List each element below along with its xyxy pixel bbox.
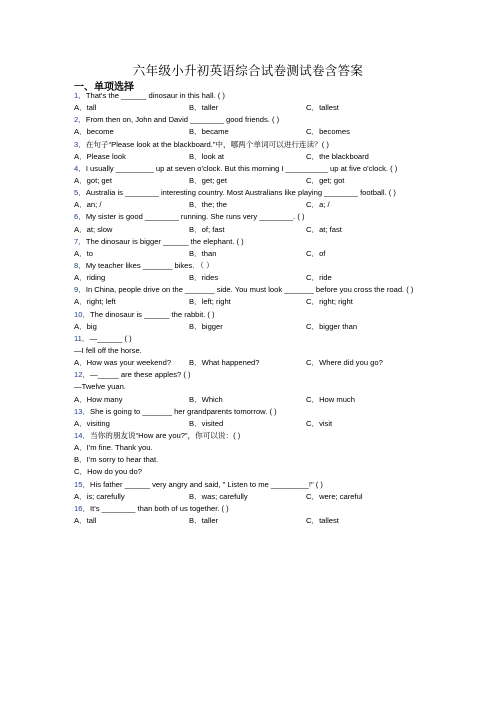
option-c: C．ride [306, 273, 332, 283]
option-a: A．to [74, 248, 93, 258]
option-a: A．riding [74, 273, 106, 283]
options-6 [74, 224, 444, 236]
question-5: 5．Australia is ________ interesting country. Most Australians like playing ________ football. ( ) [74, 188, 396, 198]
question-11: 11．—______ ( ) [74, 333, 132, 343]
option-b: B．became [189, 127, 229, 137]
option-b: B．the; the [189, 200, 227, 210]
option-b: B．get; get [189, 175, 227, 185]
option-c: C．Where did you go? [306, 358, 383, 368]
option-c: C．How much [306, 394, 355, 404]
option-c: C．get; got [306, 175, 345, 185]
option-c: C．the blackboard [306, 151, 369, 161]
option-b: B．taller [189, 103, 219, 113]
option-b: B．What happened? [189, 358, 260, 368]
question-8: 8．My teacher likes _______ bikes. （ ） [74, 260, 214, 270]
question-3: 3．在句子“Please look at the blackboard.”中，哪两个单词可以进行连读？( ) [74, 139, 329, 149]
option-b: B．of; fast [189, 224, 225, 234]
options-15 [74, 491, 444, 503]
option-a: A．visiting [74, 418, 110, 428]
question-14: 14．当你的朋友说“How are you?”，你可以说：( ) [74, 430, 241, 440]
option-a: A．at; slow [74, 224, 113, 234]
option-c: C．a; / [306, 200, 330, 210]
option-c: C．tallest [306, 103, 339, 113]
option-b: B．than [189, 248, 217, 258]
question-1: 1．That's the ______ dinosaur in this hall. ( ) [74, 91, 225, 100]
options-9 [74, 296, 444, 308]
option-a: A．an; / [74, 200, 102, 210]
option-a: A．got; get [74, 175, 112, 185]
option-b: B．was; carefully [189, 491, 248, 501]
option-c: C．bigger than [306, 321, 358, 331]
option-a: A．How many [74, 394, 123, 404]
option-c: C．How do you do? [74, 467, 142, 477]
section-heading: 一、单项选择 [74, 82, 134, 93]
question-7: 7．The dinosaur is bigger ______ the elephant. ( ) [74, 236, 244, 246]
option-c: C．were; careful [306, 491, 363, 501]
option-a: A．tall [74, 515, 97, 525]
question-6: 6．My sister is good ________ running. She runs very ________. ( ) [74, 212, 305, 222]
option-b: B．look at [189, 151, 225, 161]
option-c: C．of [306, 248, 326, 258]
option-a: A．become [74, 127, 114, 137]
option-a: A．Please look [74, 151, 126, 161]
option-b: B．taller [189, 515, 219, 525]
option-c: C．right; right [306, 297, 353, 307]
options-11 [74, 357, 444, 369]
option-b: B．bigger [189, 321, 223, 331]
option-a: A．big [74, 321, 97, 331]
question-list [74, 90, 444, 527]
options-16 [74, 515, 444, 527]
question-15: 15．His father ______ very angry and said, " Listen to me _________!" ( ) [74, 479, 323, 489]
question-10: 10．The dinosaur is ______ the rabbit. ( ) [74, 309, 215, 319]
option-a: A．I'm fine. Thank you. [74, 443, 153, 453]
option-a: A．is; carefully [74, 491, 125, 501]
option-a: A．right; left [74, 297, 116, 307]
question-13: 13．She is going to _______ her grandparents tomorrow. ( ) [74, 406, 277, 416]
options-12 [74, 394, 444, 406]
option-a: A．tall [74, 103, 97, 113]
options-5 [74, 199, 444, 211]
option-c: C．at; fast [306, 224, 342, 234]
option-b: B．Which [189, 394, 223, 404]
option-a: A．How was your weekend? [74, 358, 172, 368]
question-4: 4．I usually _________ up at seven o'clock. But this morning I __________ up at five o'clock. ( ) [74, 163, 398, 173]
option-b: B．rides [189, 273, 219, 283]
question-11-dialogue: —I fell off the horse. [74, 345, 142, 355]
options-3 [74, 151, 444, 163]
option-b: B．left; right [189, 297, 231, 307]
option-b: B．visited [189, 418, 224, 428]
page-title: 六年级小升初英语综合试卷测试卷含答案 [132, 63, 364, 78]
options-7 [74, 248, 444, 260]
question-12: 12．—_____ are these apples? ( ) [74, 370, 191, 380]
options-1 [74, 102, 444, 114]
question-16: 16．It's ________ than both of us together. ( ) [74, 503, 229, 513]
options-4 [74, 175, 444, 187]
question-9: 9．In China, people drive on the _______ side. You must look _______ before you cross the road. ( ) [74, 285, 414, 295]
option-c: C．tallest [306, 515, 339, 525]
options-2 [74, 126, 444, 138]
options-8 [74, 272, 444, 284]
options-13 [74, 418, 444, 430]
question-12-dialogue: —Twelve yuan. [74, 382, 126, 392]
options-10 [74, 321, 444, 333]
question-2: 2．From then on, John and David ________ good friends. ( ) [74, 115, 280, 125]
option-c: C．becomes [306, 127, 350, 137]
option-c: C．visit [306, 418, 333, 428]
option-b: B．I'm sorry to hear that. [74, 455, 159, 465]
